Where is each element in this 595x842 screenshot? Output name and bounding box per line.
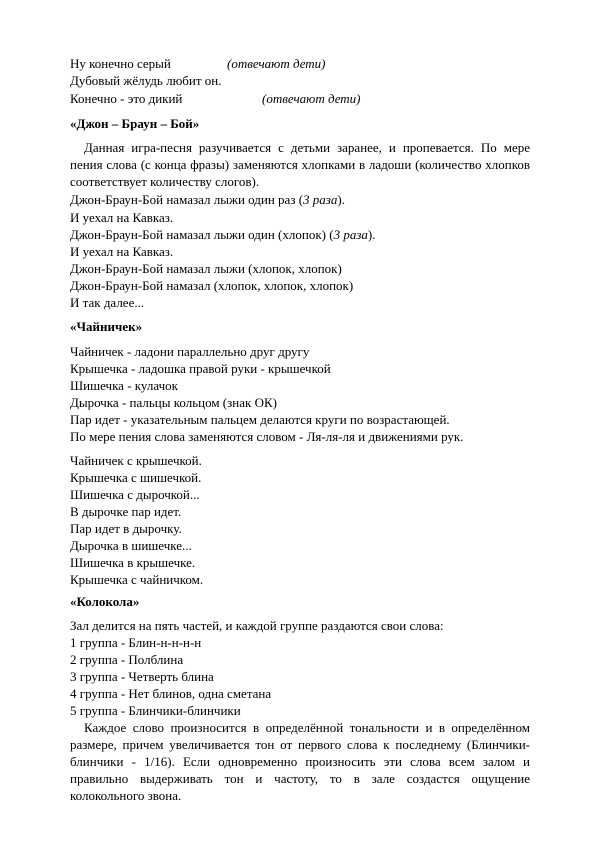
instruction-line: Шишечка - кулачок [70, 378, 178, 393]
verse-line: Крышечка с шишечкой. [70, 470, 202, 485]
section-title-john-brown: «Джон – Браун – Бой» [70, 116, 200, 131]
verse-line: Чайничек с крышечкой. [70, 453, 202, 468]
section3-intro: Зал делится на пять частей, и каждой группе раздаются свои слова: [70, 618, 444, 633]
intro-line-3-note: (отвечают дети) [262, 91, 361, 106]
verse-line: Дырочка в шишечке... [70, 538, 192, 553]
instruction-line: По мере пения слова заменяются словом - Ля-ля-ля и движениями рук. [70, 429, 464, 444]
intro-line-3-text: Конечно - это дикий [70, 91, 183, 106]
song-line: Джон-Браун-Бой намазал лыжи один (хлопок) (3 раза). [70, 227, 376, 242]
section-title-bells: «Колокола» [70, 594, 140, 609]
group-line: 3 группа - Четверть блина [70, 669, 214, 684]
section-title-teapot: «Чайничек» [70, 319, 143, 334]
group-line: 2 группа - Полблина [70, 652, 184, 667]
section3-description: Каждое слово произносится в определённой тональности и в определённом размере, причем увеличивается тон от первого слова к последнему (Блинчики-блинчики - 1/16). Если одновременно произносить эти слова всем залом и правильно выдерживать тон и частоту, то в зале создастся ощущение колокольного звона. [70, 720, 530, 803]
verse-line: Пар идет в дырочку. [70, 521, 182, 536]
intro-line-1 [70, 55, 171, 72]
intro-line-1-text: Ну конечно серый [70, 56, 171, 71]
group-line: 4 группа - Нет блинов, одна сметана [70, 686, 272, 701]
intro-line-3 [70, 90, 182, 107]
song-line: Джон-Браун-Бой намазал лыжи один раз (3 раза). [70, 192, 345, 207]
song-line: Джон-Браун-Бой намазал (хлопок, хлопок, хлопок) [70, 278, 354, 293]
intro-line-1-note: (отвечают дети) [227, 56, 326, 71]
instruction-line: Дырочка - пальцы кольцом (знак ОК) [70, 395, 277, 410]
group-line: 1 группа - Блин-н-н-н-н [70, 635, 202, 650]
song-line: И уехал на Кавказ. [70, 210, 174, 225]
instruction-line: Чайничек - ладони параллельно друг другу [70, 344, 310, 359]
song-line: И уехал на Кавказ. [70, 244, 174, 259]
instruction-line: Пар идет - указательным пальцем делаются круги по возрастающей. [70, 412, 450, 427]
verse-line: Шишечка с дырочкой... [70, 487, 200, 502]
verse-line: Крышечка с чайничком. [70, 572, 204, 587]
verse-line: В дырочке пар идет. [70, 504, 182, 519]
section1-description: Данная игра-песня разучивается с детьми заранее, и пропевается. По мере пения слова (с конца фразы) заменяются хлопками в ладоши (количество хлопков соответствует количеству слогов). [70, 140, 530, 189]
song-line: И так далее... [70, 295, 145, 310]
verse-line: Шишечка в крышечке. [70, 555, 196, 570]
intro-line-2: Дубовый жёлудь любит он. [70, 73, 222, 88]
group-line: 5 группа - Блинчики-блинчики [70, 703, 241, 718]
instruction-line: Крышечка - ладошка правой руки - крышечкой [70, 361, 331, 376]
song-line: Джон-Браун-Бой намазал лыжи (хлопок, хлопок) [70, 261, 342, 276]
